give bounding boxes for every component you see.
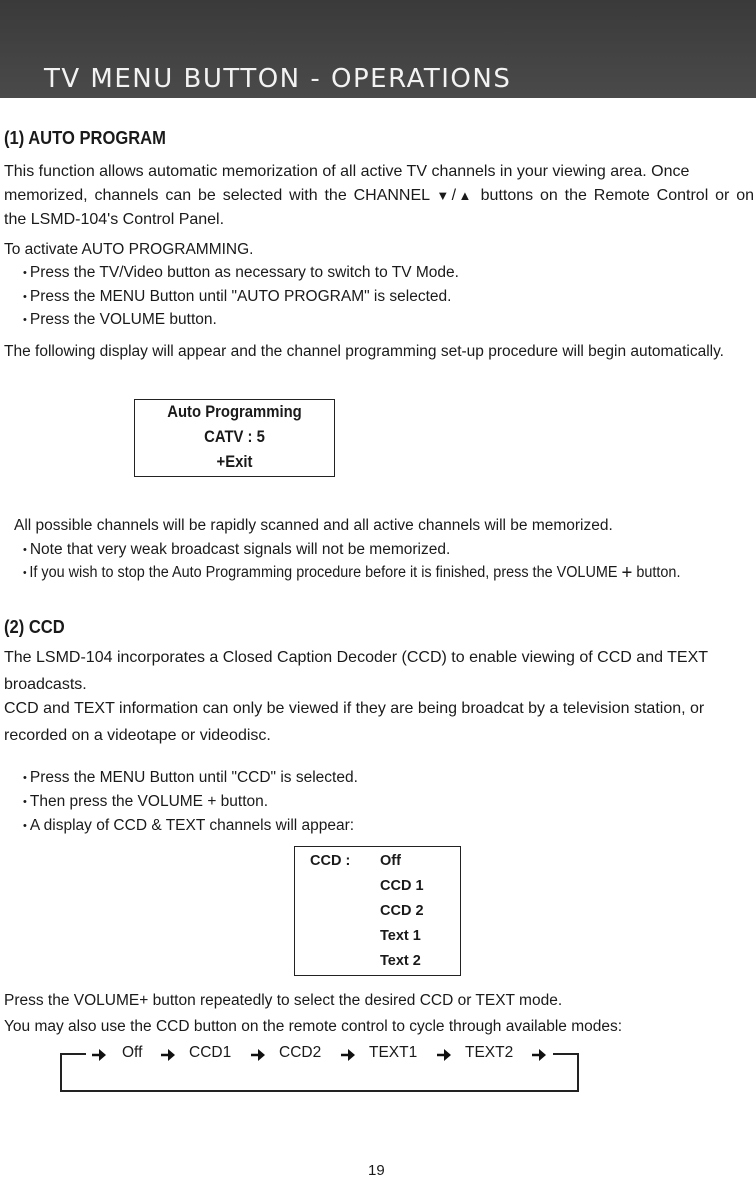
bullet-icon: • — [23, 267, 27, 279]
press-volume-text: Press the VOLUME+ button repeatedly to select the desired CCD or TEXT mode. — [4, 992, 563, 1009]
ccd-para-1: The LSMD-104 incorporates a Closed Caption Decoder (CCD) to enable viewing of CCD and TEXT broadcasts. — [4, 649, 709, 693]
cycle-mode: CCD2 — [279, 1044, 322, 1061]
ccd-step-3: • A display of CCD & TEXT channels will appear: — [23, 817, 355, 834]
intro-line-3: the LSMD-104's Control Panel. — [4, 211, 225, 228]
ccd-display-label: CCD : — [310, 853, 351, 869]
cycle-mode: TEXT2 — [465, 1044, 514, 1061]
auto-program-heading: (1) AUTO PROGRAM — [4, 128, 166, 148]
intro-line-1: This function allows automatic memorization of all active TV channels in your viewing area. Once — [4, 163, 690, 180]
bullet-icon: • — [23, 772, 27, 784]
note-1: • Note that very weak broadcast signals will not be memorized. — [23, 541, 451, 558]
right-arrow-icon — [436, 1048, 452, 1062]
auto-step-1: • Press the TV/Video button as necessary to switch to TV Mode. — [23, 264, 459, 281]
bullet-icon: • — [23, 291, 27, 303]
bullet-icon: • — [23, 544, 27, 556]
page-title: TV MENU BUTTON - OPERATIONS — [44, 64, 512, 94]
bullet-icon: • — [23, 567, 27, 579]
bullet-icon: • — [23, 796, 27, 808]
auto-step-2: • Press the MENU Button until "AUTO PROGRAM" is selected. — [23, 288, 452, 305]
activate-text: To activate AUTO PROGRAMMING. — [4, 241, 254, 258]
right-arrow-icon — [160, 1048, 176, 1062]
page-number: 19 — [368, 1162, 385, 1179]
cycle-mode: TEXT1 — [369, 1044, 418, 1061]
following-text: The following display will appear and the channel programming set-up procedure will begin automatically. — [4, 343, 724, 360]
channel-down-icon: ▼ — [436, 188, 452, 203]
intro-line-2: memorized, channels can be selected with the CHANNEL ▼/▲ buttons on the Remote Control or on — [4, 187, 754, 204]
ccd-option: Off — [380, 853, 401, 869]
ccd-para-2: CCD and TEXT information can only be viewed if they are being broadcat by a television station, or recorded on a videotape or videodisc. — [4, 700, 705, 744]
display-line-1: Auto Programming — [167, 403, 302, 421]
ccd-step-1: • Press the MENU Button until "CCD" is selected. — [23, 769, 358, 786]
ccd-option: CCD 1 — [380, 878, 424, 894]
cycle-mode: CCD1 — [189, 1044, 232, 1061]
ccd-step-2: • Then press the VOLUME + button. — [23, 793, 269, 810]
right-arrow-icon — [531, 1048, 547, 1062]
right-arrow-icon — [340, 1048, 356, 1062]
auto-step-3: • Press the VOLUME button. — [23, 311, 217, 328]
ccd-heading: (2) CCD — [4, 617, 65, 637]
ccd-option: CCD 2 — [380, 903, 424, 919]
channel-up-icon: ▲ — [456, 188, 474, 203]
right-arrow-icon — [250, 1048, 266, 1062]
display-line-2: CATV : 5 — [204, 428, 265, 446]
note-2: • If you wish to stop the Auto Programming procedure before it is finished, press the VOLUME + button. — [23, 562, 681, 584]
plus-icon: + — [621, 562, 633, 584]
cycle-mode: Off — [122, 1044, 143, 1061]
bullet-icon: • — [23, 314, 27, 326]
ccd-option: Text 1 — [380, 928, 421, 944]
cycle-intro-text: You may also use the CCD button on the remote control to cycle through available modes: — [4, 1018, 623, 1035]
ccd-option: Text 2 — [380, 953, 421, 969]
scan-note: All possible channels will be rapidly scanned and all active channels will be memorized. — [14, 517, 613, 534]
display-line-3: +Exit — [216, 453, 253, 471]
bullet-icon: • — [23, 820, 27, 832]
right-arrow-icon — [91, 1048, 107, 1062]
